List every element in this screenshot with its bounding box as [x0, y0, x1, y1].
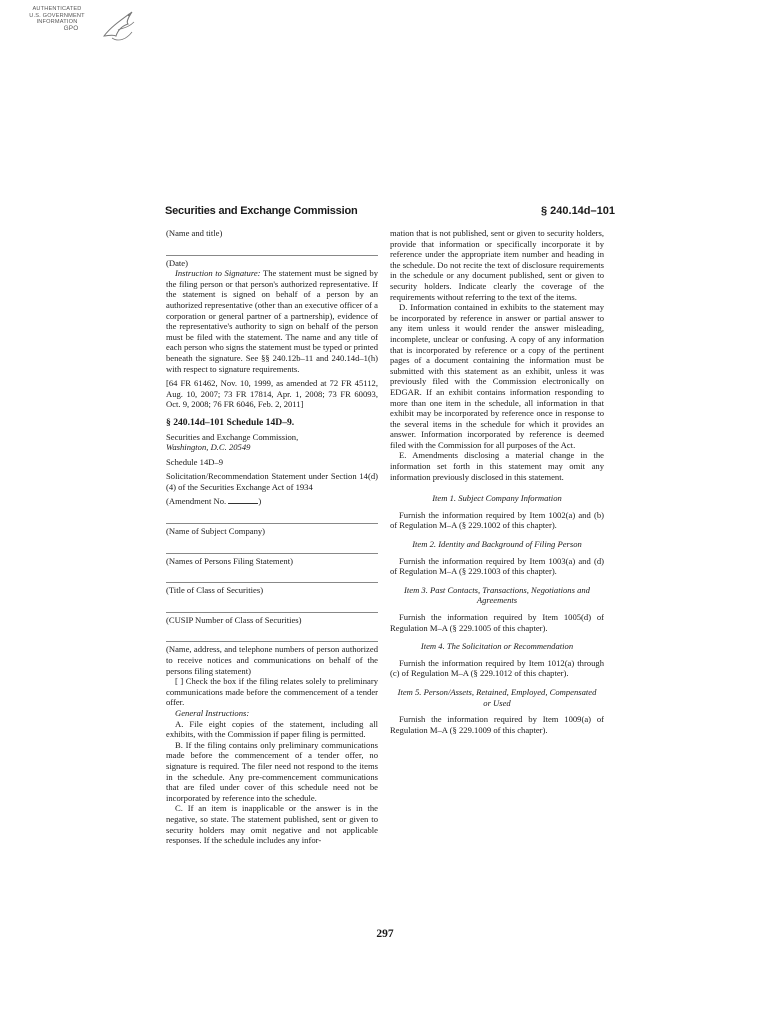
item-1-heading: Item 1. Subject Company Information [432, 493, 562, 504]
instruction-e: E. Amendments disclosing a material change in the information set forth in this statement may omit any information previously disclosed in this statement. [390, 450, 604, 482]
solicitation-statement: Solicitation/Recommendation Statement under Section 14(d)(4) of the Securities Exchange Act of 1934 [166, 471, 378, 492]
running-head-agency: Securities and Exchange Commission [165, 205, 358, 217]
subject-company-caption: (Name of Subject Company) [166, 526, 266, 537]
left-column [166, 228, 378, 846]
page-number: 297 [376, 928, 394, 940]
stamp-line-gpo: GPO [63, 24, 79, 32]
gpo-stamp-text [28, 6, 86, 32]
running-head-section: § 240.14d–101 [540, 205, 615, 217]
instruction-a: A. File eight copies of the statement, including all exhibits, with the Commission if paper filing is permitted. [166, 718, 378, 740]
item-5-text: Furnish the information required by Item 1009(a) of Regulation M–A (§ 229.1009 of this chapter). [390, 714, 604, 735]
item-2-heading: Item 2. Identity and Background of Filing Person [412, 539, 582, 550]
instruction-c: C. If an item is inapplicable or the answer is in the negative, so state. The statement published, sent or given to security holders may omit negative and not applicable responses. If the schedule includes any infor- [166, 803, 378, 846]
preliminary-checkbox-text: [ ] Check the box if the filing relates solely to preliminary communications made before the commencement of a tender offer. [166, 676, 378, 708]
amendment-blank [228, 496, 258, 504]
subject-company-line [166, 514, 378, 524]
stamp-line-3: INFORMATION [36, 19, 78, 26]
amendment-close: ) [258, 496, 262, 507]
persons-filing-line [166, 544, 378, 554]
amendment-number [166, 496, 378, 507]
title-class-caption: (Title of Class of Securities) [166, 585, 264, 596]
stamp-line-1: AUTHENTICATED [32, 6, 82, 12]
gpo-authentication-stamp [28, 6, 140, 50]
section-heading: § 240.14d–101 Schedule 14D–9. [166, 416, 295, 428]
persons-filing-caption: (Names of Persons Filing Statement) [166, 555, 293, 566]
title-class-line [166, 573, 378, 583]
cusip-line [166, 603, 378, 613]
eagle-seal-icon [98, 6, 140, 46]
cusip-caption: (CUSIP Number of Class of Securities) [166, 614, 302, 625]
name-address-caption: (Name, address, and telephone numbers of person authorized to receive notices and communications on behalf of the persons filing statement) [166, 644, 378, 676]
instruction-d: D. Information contained in exhibits to the statement may be incorporated by reference in answer or partial answer to any item unless it would render the answer misleading, incomplete, unclear or confusing. A copy of any information that is incorporated by reference or a copy of the pertinent pages of a document containing the information must be submitted with this statement as an exhibit, unless it was previously filed with the Commission electronically on EDGAR. If an exhibit contains information responding to more than one item in the schedule, all information in that exhibit may be incorporated by reference once in response to the several items in the schedule for which it provides an answer. Information incorporated by reference is deemed filed with the Commission for all purposes of the Act. [390, 302, 604, 450]
name-address-line [166, 632, 378, 642]
right-column [390, 228, 604, 735]
amendment-label: (Amendment No. [166, 496, 227, 507]
item-5-heading: Item 5. Person/Assets, Retained, Employed, Compensated or Used [397, 686, 597, 708]
item-3-heading: Item 3. Past Contacts, Transactions, Negotiations and Agreements [404, 584, 590, 606]
amendment-citation: [64 FR 61462, Nov. 10, 1999, as amended at 72 FR 45112, Aug. 10, 2007; 73 FR 17814, Apr. 1, 2008; 73 FR 60093, Oct. 9, 2008; 76 FR 6046, Feb. 2, 2011] [166, 378, 378, 410]
item-4-text: Furnish the information required by Item 1012(a) through (c) of Regulation M–A (§ 229.1012 of this chapter). [390, 657, 604, 679]
instruction-b: B. If the filing contains only preliminary communications made before the commencement of a tender offer, no signature is required. The filer need not respond to the items in the schedule. Any pre-commencement communications that are filed under cover of this schedule need not be incorporated by reference into the schedule. [166, 739, 378, 803]
name-title-caption: (Name and title) [166, 228, 223, 238]
instruction-c-continued: mation that is not published, sent or given to security holders, provide that information or specifically incorporate it by reference under the appropriate item number and heading in the schedule. Do not recite the text of disclosure requirements in the schedule or any document published, sent or given to security holders. Indicate clearly the coverage of the requirements without referring to the text of the items. [390, 228, 604, 302]
item-2-text: Furnish the information required by Item 1003(a) and (d) of Regulation M–A (§ 229.1003 of this chapter). [390, 555, 604, 577]
schedule-title: Schedule 14D–9 [166, 456, 224, 467]
running-head [165, 205, 615, 219]
instruction-label: Instruction to Signature: [175, 268, 261, 279]
item-1-text: Furnish the information required by Item 1002(a) and (b) of Regulation M–A (§ 229.1002 of this chapter). [390, 509, 604, 531]
date-caption: (Date) [166, 257, 188, 268]
stamp-line-2: U.S. GOVERNMENT [29, 12, 85, 19]
instruction-to-signature [166, 268, 378, 374]
item-4-heading: Item 4. The Solicitation or Recommendation [420, 641, 574, 652]
instruction-text: The statement must be signed by the filing person or that person's authorized representative. If the statement is signed on behalf of a person by an authorized representative (other than an executive officer of a corporation or general partner of a partnership), evidence of the representative's authority to sign on behalf of the person must be filed with the statement. The name and any title of each person who signs the statement must be typed or printed beneath the signature. See §§ 240.12b–11 and 240.14d–1(h) with respect to signature requirements. [166, 268, 378, 374]
item-3-text: Furnish the information required by Item 1005(d) of Regulation M–A (§ 229.1005 of this chapter). [390, 612, 604, 633]
agency-line: Securities and Exchange Commission, [166, 431, 299, 442]
general-instructions-heading: General Instructions: [175, 708, 250, 718]
address-line: Washington, D.C. 20549 [166, 442, 251, 453]
signature-date-line [166, 246, 378, 256]
